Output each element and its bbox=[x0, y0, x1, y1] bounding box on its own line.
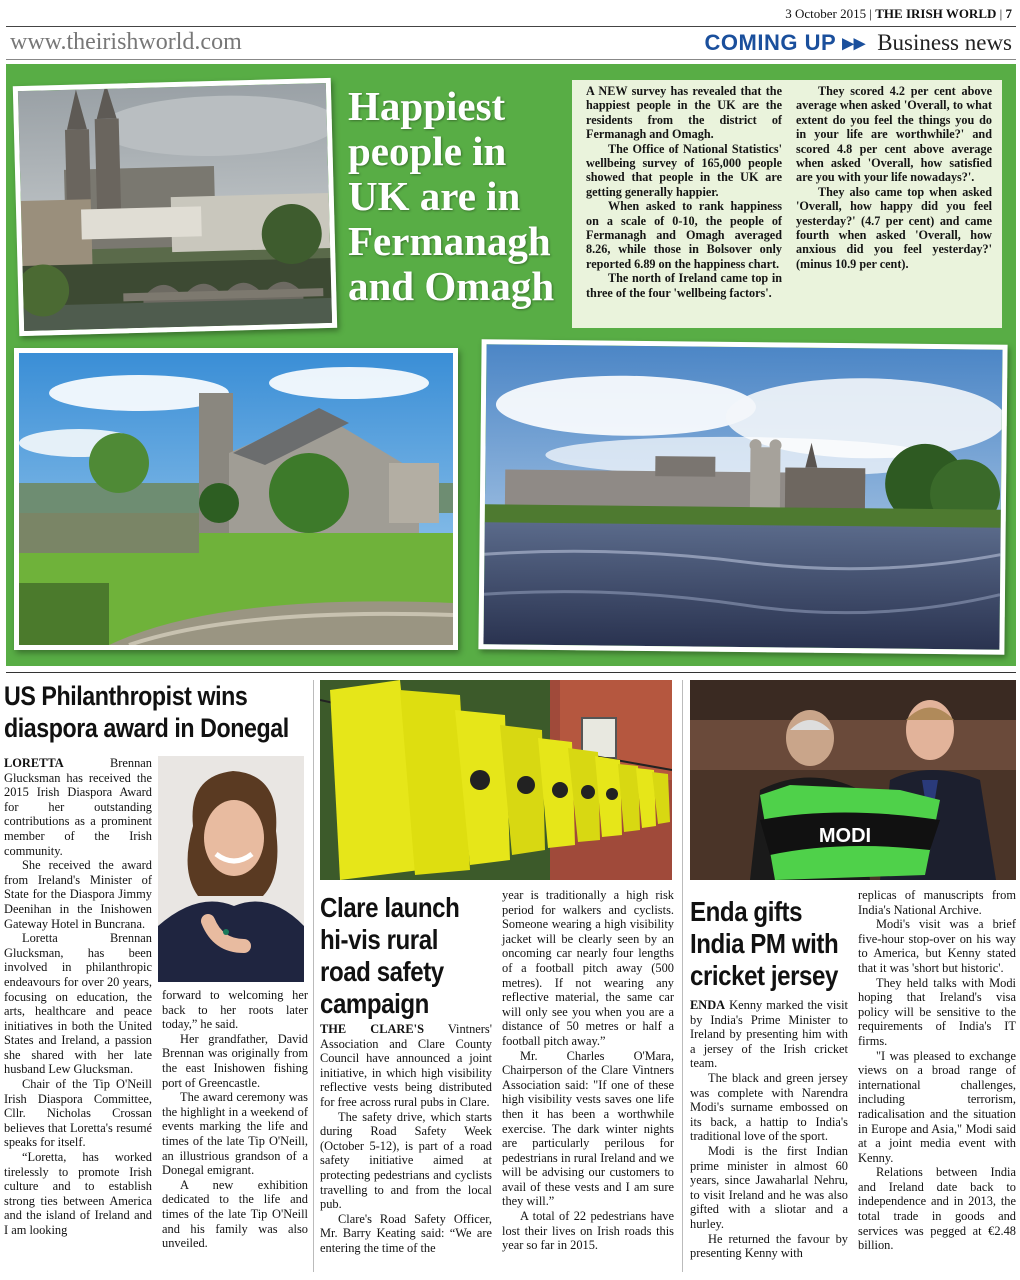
story3-paragraph: The black and green jersey was complete with Narendra Modi's surname embossed on its back, a hattip to India's traditional love of the sport. bbox=[690, 1070, 848, 1144]
story1-headline: US Philanthropist wins diaspora award in Donegal bbox=[4, 681, 289, 743]
hi-vis-vests-photo bbox=[320, 680, 672, 880]
story2-column-a bbox=[320, 1022, 492, 1256]
story2-column-b bbox=[502, 888, 674, 1253]
castle-illustration bbox=[483, 344, 1002, 649]
church-graveyard-photo bbox=[14, 348, 458, 650]
story1-paragraph: “Loretta, has worked tirelessly to promote Irish culture and to establish strong ties between America and the island of Ireland and I am looking bbox=[4, 1150, 152, 1237]
feature-paragraph: They scored 4.2 per cent above average when asked 'Overall, to what extent do you feel the things you do in your life are worthwhile?' and scored 4.8 per cent above average when asked 'Overall, how satisfied are you with your life nowadays?'. bbox=[796, 84, 992, 185]
story3-paragraph: He returned the favour by presenting Kenny with bbox=[690, 1231, 848, 1261]
church-illustration bbox=[19, 353, 453, 645]
omagh-town-illustration bbox=[18, 83, 332, 331]
story2-headline: Clare launch hi-vis rural road safety campaign bbox=[320, 892, 460, 1019]
story3-column-a bbox=[690, 998, 848, 1261]
jersey-presentation-illustration bbox=[690, 680, 1016, 880]
story1-paragraph: The award ceremony was the highlight in a weekend of events marking the life and times of the late Tip O'Neill, an illustrious grandson of a Donegal emigrant. bbox=[162, 1090, 308, 1178]
story3-paragraph: Kenny marked the visit by India's Prime Minister to Ireland by presenting him with a jersey of the Irish cricket team. bbox=[690, 998, 848, 1071]
feature-headline: Happiest people in UK are in Fermanagh and Omagh bbox=[348, 83, 555, 309]
story3-lead-word: ENDA bbox=[690, 998, 726, 1012]
feature-paragraph: The north of Ireland came top in three of the four 'wellbeing factors'. bbox=[586, 271, 782, 300]
column-separator bbox=[682, 680, 683, 1272]
story2-lead-word: THE CLARE'S bbox=[320, 1022, 424, 1036]
story1-paragraph: Chair of the Tip O'Neill Irish Diaspora Committee, Cllr. Nicholas Crossan believes that Loretta's resumé speaks for itself. bbox=[4, 1077, 152, 1150]
section-divider bbox=[6, 672, 1016, 673]
story3-paragraph: Modi is the first Indian prime minister in almost 60 years, since Jawaharlal Nehru, to visit Ireland and he was also gifted with a sliotar and a hurley. bbox=[690, 1143, 848, 1231]
double-chevron-icon: ▸▸ bbox=[835, 30, 866, 55]
story3-paragraph: replicas of manuscripts from India's National Archive. bbox=[858, 888, 1016, 917]
story1-paragraph: She received the award from Ireland's Minister of State for the Diaspora Jimmy Deenihan in the Inishowen Gateway Hotel in Buncrana. bbox=[4, 858, 152, 931]
story2-paragraph: Clare's Road Safety Officer, Mr. Barry Keating said: “We are entering the time of the bbox=[320, 1211, 492, 1255]
story2-paragraph: Vintners' Association and Clare County Council have announced a joint initiative, in which high visibility reflective vests being distributed for free across rural pubs in Clare. bbox=[320, 1022, 492, 1109]
feature-paragraph: The Office of National Statistics' wellbeing survey of 165,000 people showed that people in the UK are getting generally happier. bbox=[586, 141, 782, 199]
story1-paragraph: Brennan Glucksman has received the 2015 Irish Diaspora Award for her outstanding contributions as a prominent member of the Irish community. bbox=[4, 756, 152, 858]
modi-kenny-photo bbox=[690, 680, 1016, 880]
story2-paragraph: Mr. Charles O'Mara, Chairperson of the Clare Vintners Association said: "If one of these high visibility vests saves one life then it has been a worthwhile exercise. The dark winter nights are particularly perilous for pedestrians in rural Ireland and we will be advising our customers to avail of these vests and I am sure they will.” bbox=[502, 1048, 674, 1209]
story2-paragraph: A total of 22 pedestrians have lost their lives on Irish roads this year so far in 2015. bbox=[502, 1209, 674, 1253]
page-number: 7 bbox=[1005, 6, 1012, 21]
story3-paragraph: Relations between India and Ireland date back to independence and in 2013, the total trade in goods and services was pegged at €2.48 billion. bbox=[858, 1165, 1016, 1253]
website-url[interactable]: www.theirishworld.com bbox=[10, 29, 242, 55]
story1-lead-word: LORETTA bbox=[4, 756, 64, 770]
portrait-illustration bbox=[158, 756, 304, 982]
issue-date: 3 October 2015 bbox=[785, 6, 867, 21]
story1-paragraph: Her grandfather, David Brennan was originally from the east Inishowen fishing port of Greencastle. bbox=[162, 1031, 308, 1090]
section-header bbox=[6, 26, 1016, 60]
feature-text-box bbox=[572, 80, 1002, 328]
story1-paragraph: forward to welcoming her back to her roots later today,” he said. bbox=[162, 988, 308, 1032]
vests-illustration bbox=[320, 680, 672, 880]
feature-paragraph: When asked to rank happiness on a scale of 0-10, the people of Fermanagh and Omagh averaged 8.26, while those in Bolsover only reported 6.89 on the happiness chart. bbox=[586, 199, 782, 271]
loretta-portrait-photo bbox=[158, 756, 304, 982]
feature-paragraph: A NEW survey has revealed that the happiest people in the UK are the residents from the district of Fermanagh and Omagh. bbox=[586, 84, 782, 142]
enniskillen-castle-photo bbox=[478, 339, 1007, 654]
story3-paragraph: They held talks with Modi hoping that Ireland's visa policy will be sensitive to the requirements of India's IT firms. bbox=[858, 975, 1016, 1048]
story3-headline: Enda gifts India PM with cricket jersey bbox=[690, 896, 839, 991]
paper-name: THE IRISH WORLD bbox=[875, 6, 997, 21]
story3-column-b bbox=[858, 888, 1016, 1253]
story3-paragraph: Modi's visit was a brief five-hour stop-over on his way to America, but Kenny stated that it was 'short but historic'. bbox=[858, 917, 1016, 975]
story3-paragraph: "I was pleased to exchange views on a broad range of international challenges, including terrorism, radicalisation and the situation in Europe and Asia," Modi said at a joint media event with Kenny. bbox=[858, 1048, 1016, 1165]
omagh-town-photo bbox=[13, 78, 337, 336]
section-name: Business news bbox=[877, 30, 1012, 55]
story2-paragraph: The safety drive, which starts during Road Safety Week (October 5-12), is part of a road safety initiative aimed at protecting pedestrians and cyclists travelling to and from the local pub. bbox=[320, 1109, 492, 1212]
section-label bbox=[705, 30, 1012, 56]
coming-up-label: COMING UP bbox=[704, 30, 836, 55]
story1-column-a bbox=[4, 756, 152, 1238]
column-separator bbox=[313, 680, 314, 1272]
story1-paragraph: Loretta Brennan Glucksman, has been involved in philanthropic endeavours for over 20 years, focusing on education, the arts, healthcare and peace initiatives in both the United States and Ireland, a passion she shared with her late husband Lew Glucksman. bbox=[4, 931, 152, 1077]
feature-panel bbox=[6, 64, 1016, 666]
feature-paragraph: They also came top when asked 'Overall, how happy did you feel yesterday?' (4.7 per cent) and came fourth when asked 'Overall, how anxious did you feel yesterday?' (minus 10.9 per cent). bbox=[796, 184, 992, 271]
masthead-topline bbox=[0, 0, 1020, 26]
story2-paragraph: year is traditionally a high risk period for walkers and cyclists. Someone wearing a high visibility jacket will be clearly seen by an oncoming car nearly four lengths of a football pitch away (500 metres). If not wearing any reflective material, the same car will only see you when you are a distance of 50 metres or half a football pitch away.” bbox=[502, 888, 674, 1048]
story1-column-b bbox=[162, 988, 308, 1251]
story1-paragraph: A new exhibition dedicated to the life and times of the late Tip O'Neill and his family was also unveiled. bbox=[162, 1177, 308, 1251]
jersey-name-text: MODI bbox=[818, 825, 872, 847]
masthead-date-line: 3 October 2015 | THE IRISH WORLD | 7 bbox=[785, 6, 1012, 21]
